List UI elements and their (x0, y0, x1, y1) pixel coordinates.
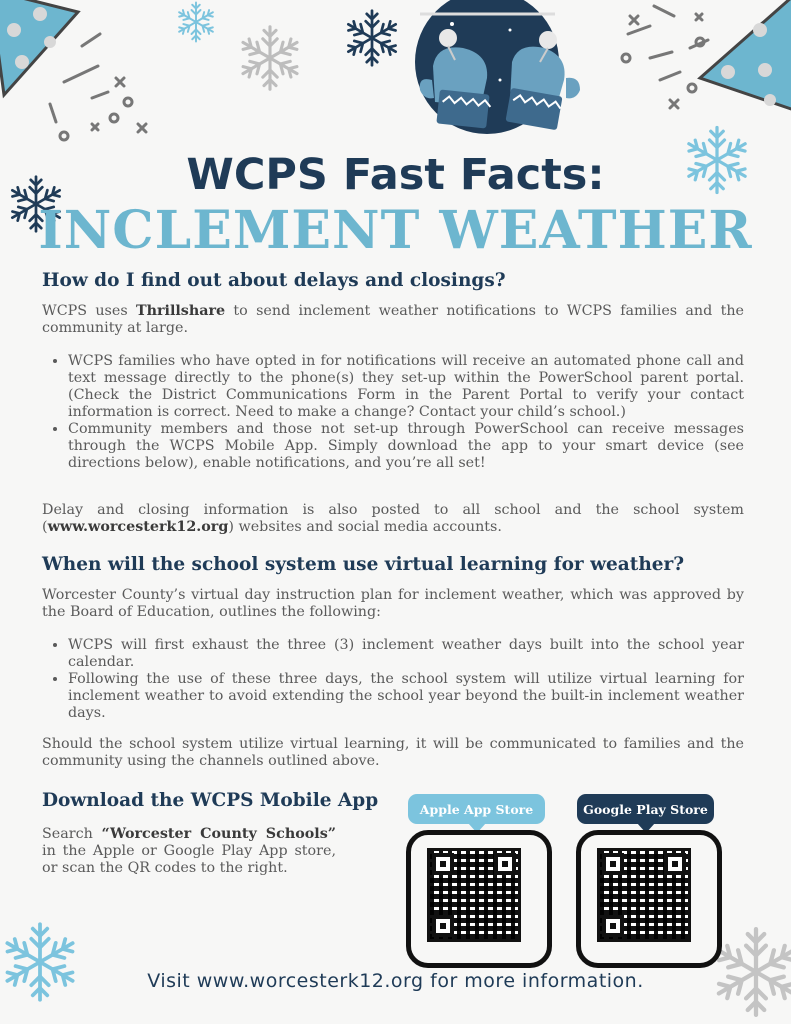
google-qr-code-icon[interactable] (597, 848, 691, 942)
footer-text: Visit www.worcesterk12.org for more information. (147, 970, 644, 992)
apple-qr-code-icon[interactable] (427, 848, 521, 942)
snowflake-icon (239, 27, 300, 89)
page-title: WCPS Fast Facts: (186, 150, 605, 200)
list-item: • WCPS will first exhaust the three (3) inclement weather days built into the school year calendar. (68, 637, 744, 671)
apple-app-store-label: Apple App Store (408, 794, 545, 824)
snowflake-icon (177, 3, 215, 42)
section1-intro: WCPS uses Thrillshare to send inclement weather notifications to WCPS families and the community at large. (42, 303, 744, 336)
page-subtitle: INCLEMENT WEATHER (38, 200, 753, 261)
section1-heading: How do I find out about delays and closings? (42, 270, 506, 291)
section1-bullets (42, 353, 744, 472)
section2-bullets (42, 637, 744, 722)
snowflake-icon (345, 11, 399, 66)
mittens-icon (415, 0, 580, 134)
confetti-icon (50, 6, 708, 140)
list-item: • WCPS families who have opted in for notifications will receive an automated phone call and text message directly to the phone(s) they set-up within the PowerSchool parent portal. (Check the District Communications Form in the Parent Portal to verify your contact information is correct. Need to make a change? Contact your child’s school.) (68, 353, 744, 421)
section1-closing: Delay and closing information is also posted to all school and the school system (www.worcesterk12.org) websites and social media accounts. (42, 502, 744, 535)
google-play-store-label: Google Play Store (577, 794, 714, 824)
list-item: • Following the use of these three days, the school system will utilize virtual learning for inclement weather to avoid extending the school year beyond the built-in inclement weather days. (68, 671, 744, 722)
party-hat-icon-right (700, 0, 791, 112)
section3-heading: Download the WCPS Mobile App (42, 790, 379, 811)
list-item: • Community members and those not set-up through PowerSchool can receive messages through the WCPS Mobile App. Simply download the app to your smart device (see directions below), enable notifications, and you’re all set! (68, 421, 744, 472)
section2-closing: Should the school system utilize virtual learning, it will be communicated to families and the community using the channels outlined above. (42, 736, 744, 769)
search-instructions: Search “Worcester County Schools” in the Apple or Google Play App store, or scan the QR codes to the right. (42, 826, 336, 876)
section2-heading: When will the school system use virtual learning for weather? (42, 554, 685, 575)
section2-intro: Worcester County’s virtual day instruction plan for inclement weather, which was approved by the Board of Education, outlines the following: (42, 587, 744, 620)
